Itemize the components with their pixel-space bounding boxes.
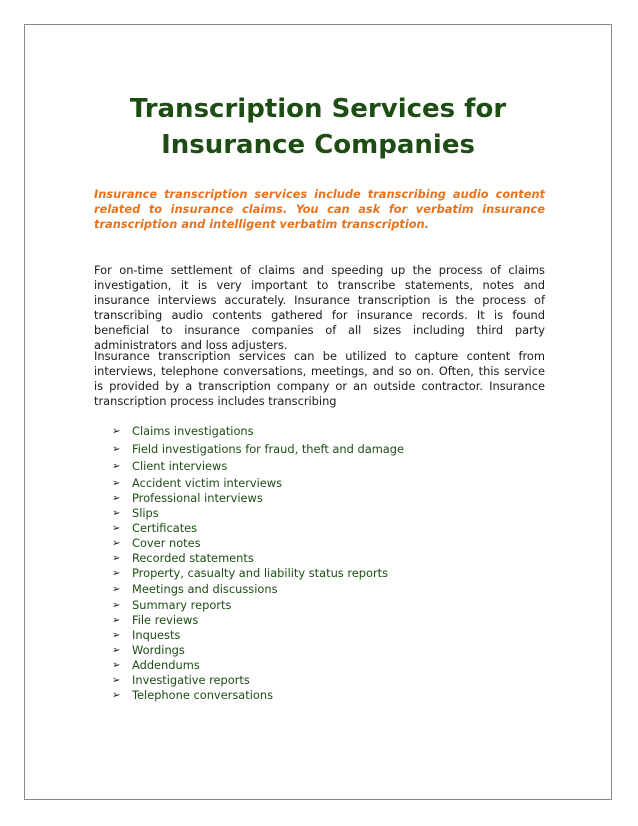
list-item-label: Property, casualty and liability status reports — [132, 565, 389, 580]
intro-paragraph: Insurance transcription services include transcribing audio content related to insurance claims. You can ask for verbatim insurance transcription and intelligent verbatim transcription. — [94, 187, 545, 231]
arrow-bullet-icon: ➢ — [112, 600, 121, 611]
list-item-label: Field investigations for fraud, theft and damage — [132, 441, 405, 456]
body-paragraph-1: For on-time settlement of claims and speeding up the process of claims investigation, it is very important to transcribe statements, notes and insurance interviews accurately. Insurance transcription is the process of transcribing audio contents gathered for insurance records. It is found beneficial to insurance companies of all sizes including third party administrators and loss adjusters. — [94, 263, 545, 352]
arrow-bullet-icon: ➢ — [112, 492, 121, 504]
list-item — [112, 441, 404, 459]
transcription-items-list — [112, 423, 404, 703]
list-item — [112, 628, 404, 643]
list-item — [112, 581, 404, 599]
list-item — [112, 673, 404, 688]
arrow-bullet-icon: ➢ — [112, 507, 121, 519]
list-item — [112, 458, 404, 476]
list-item-label: Claims investigations — [132, 424, 254, 439]
arrow-bullet-icon: ➢ — [112, 461, 121, 473]
arrow-bullet-icon: ➢ — [112, 690, 121, 701]
arrow-bullet-icon: ➢ — [112, 645, 121, 656]
list-item-label: Wordings — [132, 643, 185, 657]
arrow-bullet-icon: ➢ — [112, 567, 121, 579]
list-item — [112, 551, 404, 566]
page-title-line-1: Transcription Services for — [129, 94, 507, 124]
list-item-label: Client interviews — [132, 459, 228, 474]
document-page — [24, 24, 612, 800]
list-item-label: Meetings and discussions — [132, 581, 278, 596]
arrow-bullet-icon: ➢ — [112, 552, 121, 564]
arrow-bullet-icon: ➢ — [112, 660, 121, 671]
arrow-bullet-icon: ➢ — [112, 615, 121, 626]
arrow-bullet-icon: ➢ — [112, 477, 121, 489]
list-item-label: Accident victim interviews — [132, 475, 283, 490]
list-item-label: Professional interviews — [132, 490, 263, 505]
body-paragraph-2: Insurance transcription services can be utilized to capture content from interviews, telephone conversations, meetings, and so on. Often, this service is provided by a transcription company or an outside contractor. Insurance transcription process includes transcribing — [94, 349, 545, 408]
list-item — [112, 688, 404, 703]
page-title-line-2: Insurance Companies — [161, 130, 475, 160]
arrow-bullet-icon: ➢ — [112, 522, 121, 534]
list-item-label: Inquests — [132, 628, 181, 642]
arrow-bullet-icon: ➢ — [112, 675, 121, 686]
list-item — [112, 506, 404, 521]
list-item — [112, 476, 404, 491]
list-item — [112, 423, 404, 441]
arrow-bullet-icon: ➢ — [112, 630, 121, 641]
list-item — [112, 643, 404, 658]
list-item-label: Certificates — [132, 520, 198, 535]
list-item-label: Slips — [132, 505, 159, 520]
list-item — [112, 491, 404, 506]
list-item — [112, 521, 404, 536]
list-item-label: Telephone conversations — [132, 688, 274, 702]
list-item — [112, 536, 404, 551]
list-item-label: Recorded statements — [132, 550, 254, 565]
arrow-bullet-icon: ➢ — [112, 537, 121, 549]
list-item-label: Summary reports — [132, 598, 232, 612]
arrow-bullet-icon: ➢ — [112, 443, 121, 455]
list-item-label: Cover notes — [132, 535, 201, 550]
arrow-bullet-icon: ➢ — [112, 426, 121, 438]
list-item-label: Addendums — [132, 658, 200, 672]
arrow-bullet-icon: ➢ — [112, 583, 121, 595]
list-item — [112, 658, 404, 673]
page-title — [25, 91, 611, 163]
list-item-label: Investigative reports — [132, 673, 250, 687]
list-item-label: File reviews — [132, 613, 199, 627]
list-item — [112, 613, 404, 628]
list-item — [112, 598, 404, 613]
list-item — [112, 566, 404, 581]
